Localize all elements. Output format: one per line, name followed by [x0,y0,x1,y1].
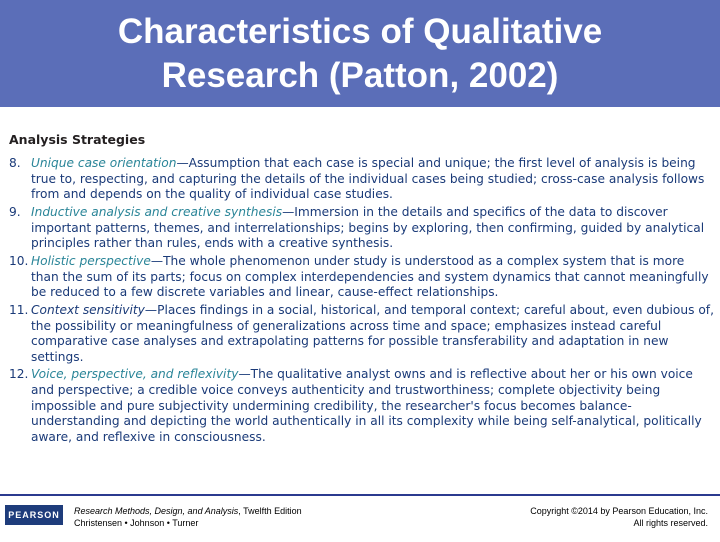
item-text: The whole phenomenon under study is understood as a complex system that is more than the sum of its parts; focus on complex interdependencies and system dynamics that cannot meaningfully be reduced to a few discrete variables and linear, cause-effect relationships. [31,253,709,300]
item-lead: Unique case orientation [31,156,177,170]
item-separator: — [150,253,164,268]
item-separator: — [176,156,189,170]
strategy-list [9,156,715,448]
item-body [31,303,715,365]
copyright-line-2: All rights reserved. [633,518,708,528]
item-number: 8. [9,156,21,170]
book-edition: , Twelfth Edition [238,506,302,516]
item-lead: Holistic perspective [31,253,151,268]
book-citation [74,505,302,529]
item-body [31,156,715,203]
title-line-2: Research (Patton, 2002) [161,55,559,95]
book-title-line [74,505,302,517]
slide-footer [0,494,720,542]
slide-header [0,0,720,107]
item-number: 10. [9,253,29,268]
copyright-line-1: Copyright ©2014 by Pearson Education, Inc. [530,506,708,516]
slide-content [0,107,720,468]
pearson-logo [5,505,63,525]
item-body [31,254,715,301]
item-text: The qualitative analyst owns and is reflective about her or his own voice and perspective; a credible voice conveys authenticity and trustworthiness; complete objectivity being impossible and pure subjectivity undermining credibility, the researcher's focus becomes balance-understanding and depicting the world authentically in all its complexity while being self-analytical, politically aware, and reflexive in consciousness. [31,367,702,444]
item-separator: — [282,204,295,219]
list-item [9,367,715,445]
slide-title [118,10,602,98]
list-item [9,205,715,252]
item-lead: Voice, perspective, and reflexivity [31,367,239,382]
list-item [9,254,715,301]
item-number: 9. [9,204,21,219]
item-lead: Context sensitivity [31,302,145,317]
title-line-1: Characteristics of Qualitative [117,11,603,51]
book-title: Research Methods, Design, and Analysis [74,506,239,516]
item-separator: — [144,302,158,317]
book-authors: Christensen • Johnson • Turner [74,518,199,528]
item-separator: — [238,367,251,382]
item-body [31,205,715,252]
item-number: 11. [9,302,29,317]
item-text: Immersion in the details and specifics of the data to discover important patterns, themes, and interrelationships; begins by exploring, then confirming, guided by analytical principles rather than rules, ends with a creative synthesis. [31,204,705,251]
copyright-notice [530,505,708,529]
list-item [9,156,715,203]
item-lead: Inductive analysis and creative synthesis [31,204,283,219]
item-number: 12. [9,367,29,382]
list-item [9,303,715,365]
item-text: Places findings in a social, historical, and temporal context; careful about, even dubious of, the possibility or meaningfulness of generalizations across time and space; emphasizes instead careful comparative case analyses and extrapolating patterns for possible transferability and adaptation in new settings. [31,302,714,364]
item-body [31,367,715,445]
logo-text: PEARSON [8,510,60,520]
item-text: Assumption that each case is special and unique; the first level of analysis is being true to, respecting, and capturing the details of the individual cases being studied; cross-case analysis follows from and depends on the quality of individual case studies. [31,156,705,202]
section-heading: Analysis Strategies [9,132,146,147]
